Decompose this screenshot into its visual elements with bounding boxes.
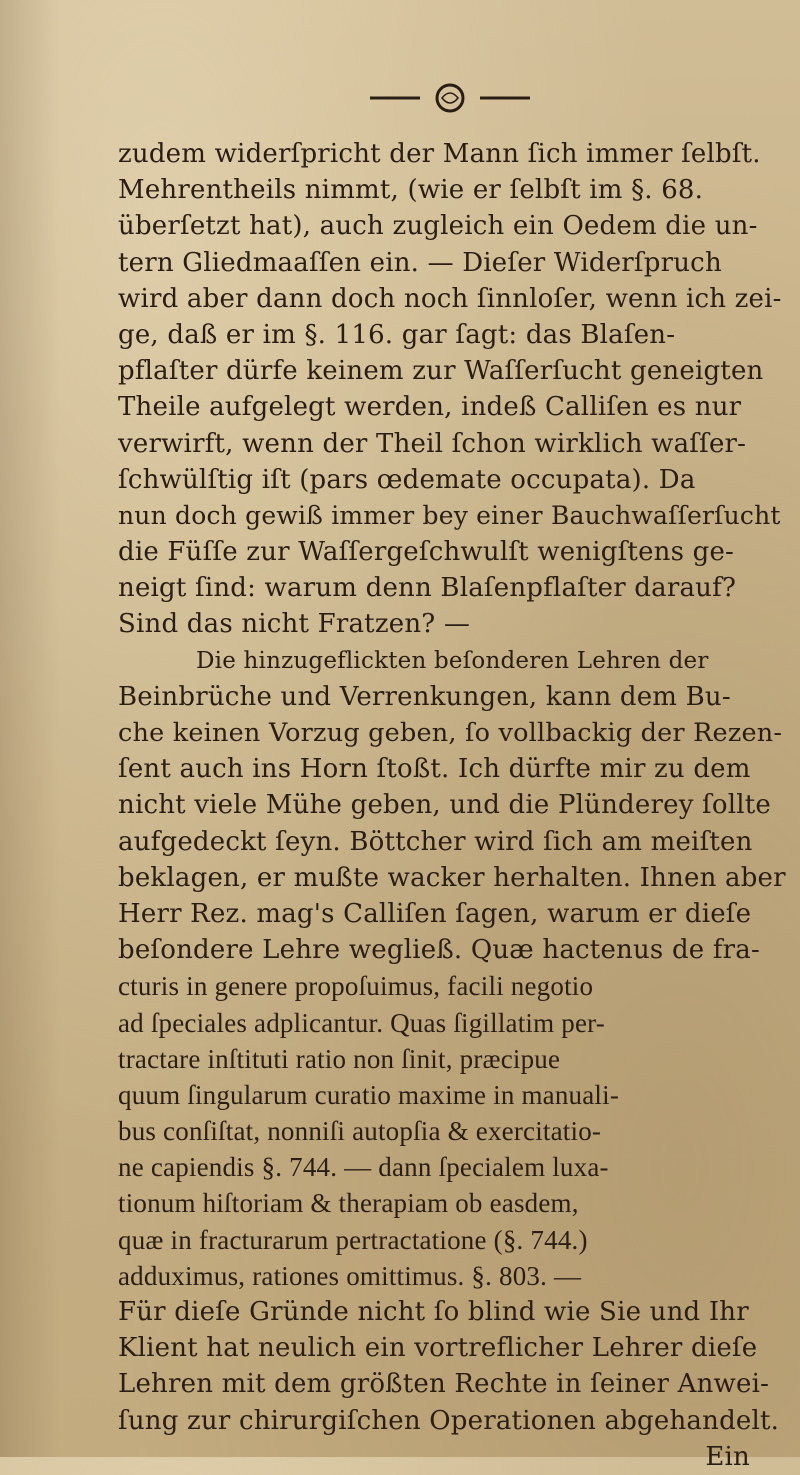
header-ornament-icon	[360, 78, 540, 118]
text-line: Theile aufgelegt werden, indeß Calliſen es nur	[118, 392, 742, 423]
text-line: ad ſpeciales adplicantur. Quas ſigillatim per-	[118, 1007, 605, 1038]
page-gutter-shadow	[0, 0, 60, 1457]
text-line: nun doch gewiß immer bey einer Bauchwaſſerſucht	[118, 500, 781, 530]
text-line: ne capiendis §. 744. — dann ſpecialem luxa-	[118, 1152, 609, 1183]
text-line: wird aber dann doch noch ſinnloſer, wenn ich zei-	[118, 283, 782, 314]
text-line: Beinbrüche und Verrenkungen, kann dem Bu-	[118, 681, 731, 712]
text-line: tern Gliedmaaſſen ein. — Dieſer Widerſpruch	[118, 247, 722, 278]
text-line: tractare inſtituti ratio non ſinit, præcipue	[118, 1043, 561, 1074]
text-line: pflaſter dürfe keinem zur Waſſerſucht geneigten	[118, 356, 764, 387]
catchword: Ein	[705, 1441, 750, 1472]
text-line: bus conſiſtat, nonniſi autopſia & exercitatio-	[118, 1116, 602, 1147]
text-line: Die hinzugeflickten beſonderen Lehren der	[196, 647, 709, 674]
text-line: Herr Rez. mag's Calliſen ſagen, warum er dieſe	[118, 898, 752, 929]
text-line: Mehrentheils nimmt, (wie er ſelbſt im §. 68.	[118, 175, 704, 206]
text-line: überſetzt hat), auch zugleich ein Oedem die un-	[118, 211, 758, 242]
text-line: Für dieſe Gründe nicht ſo blind wie Sie und Ihr	[118, 1297, 749, 1327]
body-text	[118, 136, 790, 1475]
text-line: quæ in fracturarum pertractatione (§. 744.)	[118, 1224, 588, 1255]
text-line: che keinen Vorzug geben, ſo vollbackig der Rezen-	[118, 718, 783, 748]
text-line: ſchwülſtig iſt (pars œdemate occupata). Da	[118, 464, 696, 495]
text-line: beklagen, er mußte wacker herhalten. Ihnen aber	[118, 862, 786, 893]
text-line: tionum hiſtoriam & therapiam ob easdem,	[118, 1188, 579, 1219]
text-line: Klient hat neulich ein vortreflicher Lehrer dieſe	[118, 1333, 758, 1364]
text-line: ge, daß er im §. 116. gar ſagt: das Blaſen-	[118, 319, 676, 350]
text-line: beſondere Lehre wegließ. Quæ hactenus de fra-	[118, 935, 760, 966]
text-line: cturis in genere propoſuimus, facili negotio	[118, 971, 594, 1002]
text-line: zudem widerſpricht der Mann ſich immer ſelbſt.	[118, 139, 761, 169]
text-line: adduximus, rationes omittimus. §. 803. —	[118, 1260, 582, 1291]
text-line: die Füſſe zur Waſſergeſchwulſt wenigſtens ge-	[118, 537, 735, 568]
text-line: verwirft, wenn der Theil ſchon wirklich waſſer-	[118, 428, 747, 459]
text-line: quum ſingularum curatio maxime in manuali-	[118, 1079, 620, 1110]
text-line: ſent auch ins Horn ſtoßt. Ich dürfte mir zu dem	[118, 754, 751, 785]
text-line: nicht viele Mühe geben, und die Plünderey ſollte	[118, 790, 771, 821]
text-line: aufgedeckt ſeyn. Böttcher wird ſich am meiſten	[118, 826, 753, 857]
text-line: ſung zur chirurgiſchen Operationen abgehandelt.	[118, 1405, 780, 1436]
text-line: Lehren mit dem größten Rechte in ſeiner Anwei-	[118, 1369, 770, 1400]
text-line: Sind das nicht Fratzen? —	[118, 609, 471, 640]
text-line: neigt ſind: warum denn Blaſenpflaſter darauf?	[118, 573, 737, 604]
